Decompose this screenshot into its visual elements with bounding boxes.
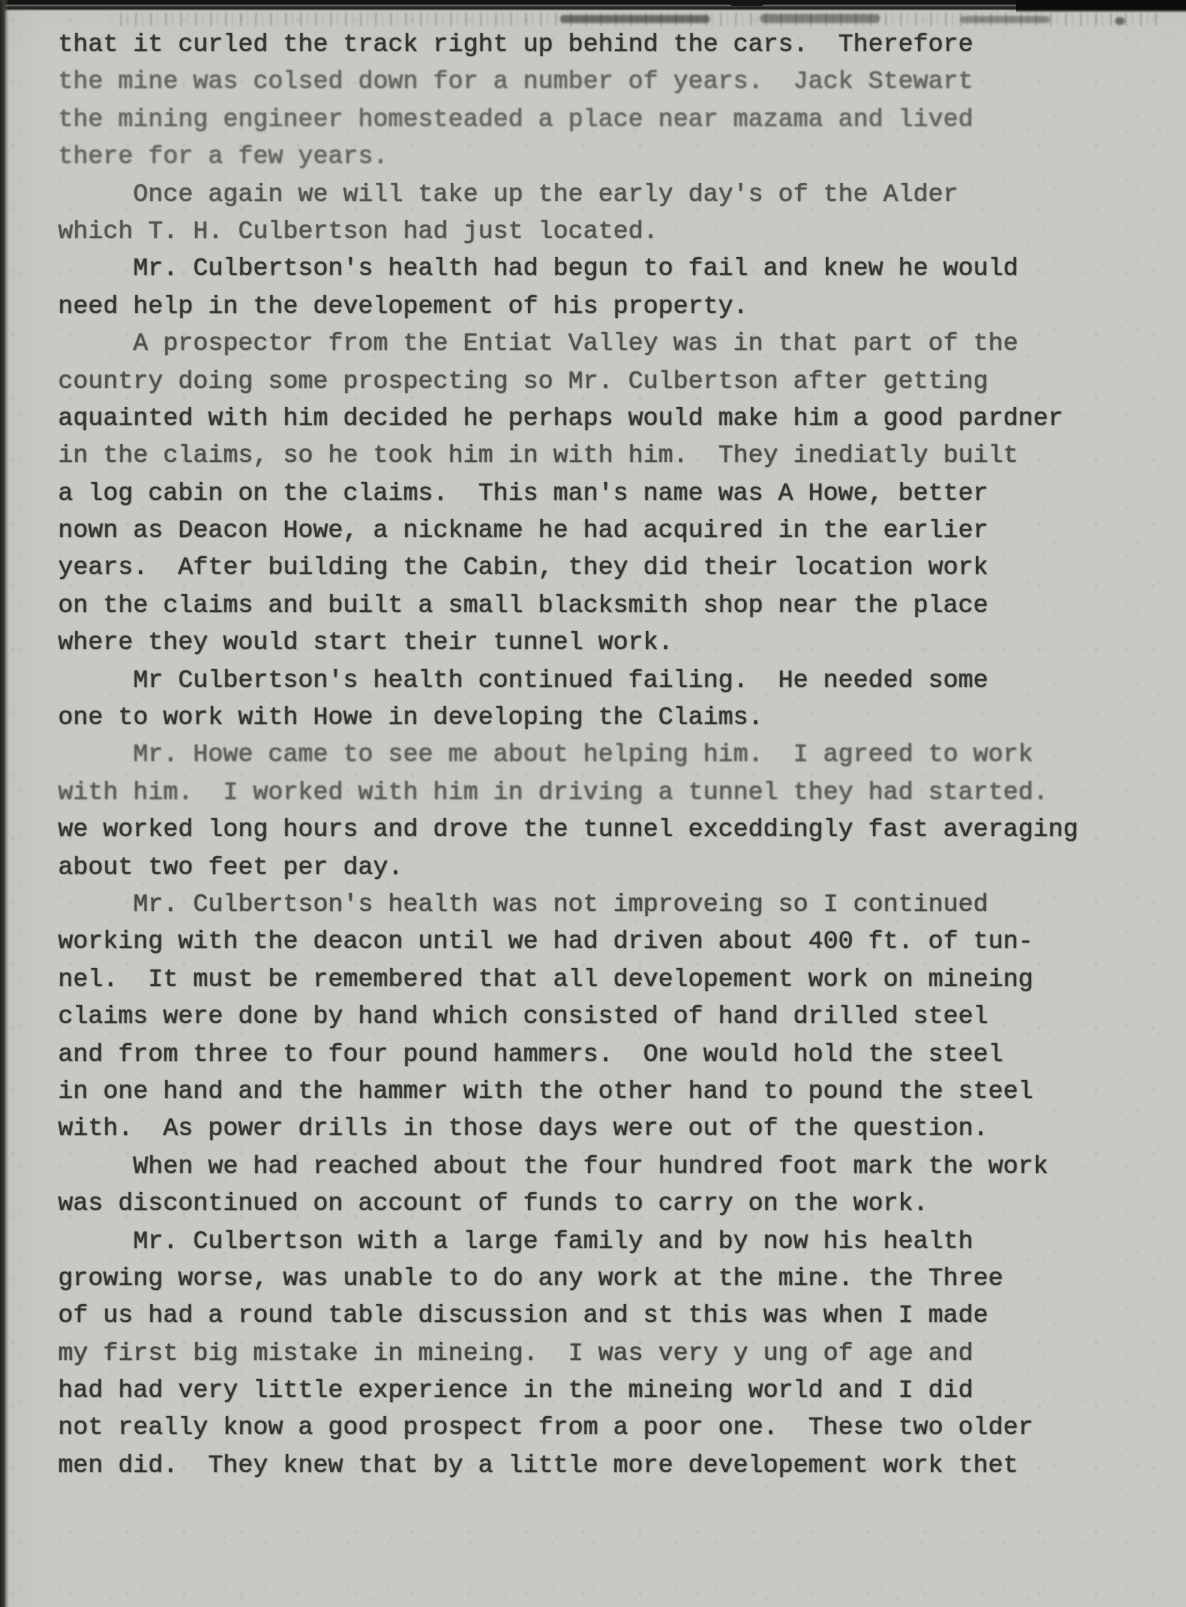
text-line: aquainted with him decided he perhaps would make him a good pardner xyxy=(58,403,1064,433)
scan-edge-top xyxy=(0,0,1186,11)
text-line: men did. They knew that by a little more developement work thet xyxy=(58,1450,1019,1480)
text-line: there for a few years. xyxy=(58,142,389,172)
text-line: growing worse, was unable to do any work at the mine. the Three xyxy=(58,1263,1004,1293)
text-line: where they would start their tunnel work. xyxy=(58,628,674,658)
scan-edge-notch xyxy=(730,0,764,6)
text-line: A prospector from the Entiat Valley was in that part of the xyxy=(58,329,1019,359)
text-line: in one hand and the hammer with the other hand to pound the steel xyxy=(58,1076,1034,1106)
text-line: of us had a round table discussion and st this was when I made xyxy=(58,1301,989,1331)
scan-smudge-blob xyxy=(760,14,880,23)
text-line: a log cabin on the claims. This man's name was A Howe, better xyxy=(58,478,989,508)
text-line: on the claims and built a small blacksmith shop near the place xyxy=(58,590,989,620)
text-line: claims were done by hand which consisted of hand drilled steel xyxy=(58,1002,989,1032)
text-line: in the claims, so he took him in with him. They inediatly built xyxy=(58,441,1019,471)
text-line: years. After building the Cabin, they did their location work xyxy=(58,553,989,583)
text-line: we worked long hours and drove the tunnel exceddingly fast averaging xyxy=(58,815,1079,845)
text-line: my first big mistake in mineing. I was very y ung of age and xyxy=(58,1338,974,1368)
text-line: the mining engineer homesteaded a place near mazama and lived xyxy=(58,104,974,134)
text-line: Mr Culbertson's health continued failing. He needed some xyxy=(58,665,989,695)
scan-smudge-blob xyxy=(960,16,1050,23)
text-line: Mr. Howe came to see me about helping him. I agreed to work xyxy=(58,740,1034,770)
text-line: was discontinued on account of funds to carry on the work. xyxy=(58,1189,929,1219)
text-line: working with the deacon until we had driven about 400 ft. of tun- xyxy=(58,927,1034,957)
scan-edge-top-right xyxy=(1016,0,1186,13)
text-line: one to work with Howe in developing the Claims. xyxy=(58,703,764,733)
text-line: country doing some prospecting so Mr. Culbertson after getting xyxy=(58,366,989,396)
text-line: which T. H. Culbertson had just located. xyxy=(58,216,659,246)
text-line: nel. It must be remembered that all developement work on mineing xyxy=(58,964,1034,994)
text-line: Mr. Culbertson's health had begun to fail and knew he would xyxy=(58,254,1019,284)
text-line: nown as Deacon Howe, a nickname he had acquired in the earlier xyxy=(58,516,989,546)
text-line: need help in the developement of his property. xyxy=(58,291,749,321)
text-line: had had very little experience in the mineing world and I did xyxy=(58,1376,974,1406)
text-line: and from three to four pound hammers. One would hold the steel xyxy=(58,1039,1004,1069)
text-line: When we had reached about the four hundred foot mark the work xyxy=(58,1151,1049,1181)
typewritten-text-block xyxy=(58,26,1138,1484)
text-line: about two feet per day. xyxy=(58,852,404,882)
text-line: with him. I worked with him in driving a tunnel they had started. xyxy=(58,777,1049,807)
scan-smudge-blob xyxy=(560,15,710,23)
text-line: that it curled the track right up behind the cars. Therefore xyxy=(58,30,974,59)
text-line: Mr. Culbertson's health was not improveing so I continued xyxy=(58,889,989,919)
text-line: with. As power drills in those days were out of the question. xyxy=(58,1114,989,1144)
text-line: Once again we will take up the early day's of the Alder xyxy=(58,179,959,209)
scan-edge-left xyxy=(0,0,9,1607)
text-line: Mr. Culbertson with a large family and by now his health xyxy=(58,1226,974,1256)
text-line: not really know a good prospect from a poor one. These two older xyxy=(58,1413,1034,1443)
text-line: the mine was colsed down for a number of years. Jack Stewart xyxy=(58,67,974,97)
scan-smudge-blob xyxy=(1115,17,1125,25)
